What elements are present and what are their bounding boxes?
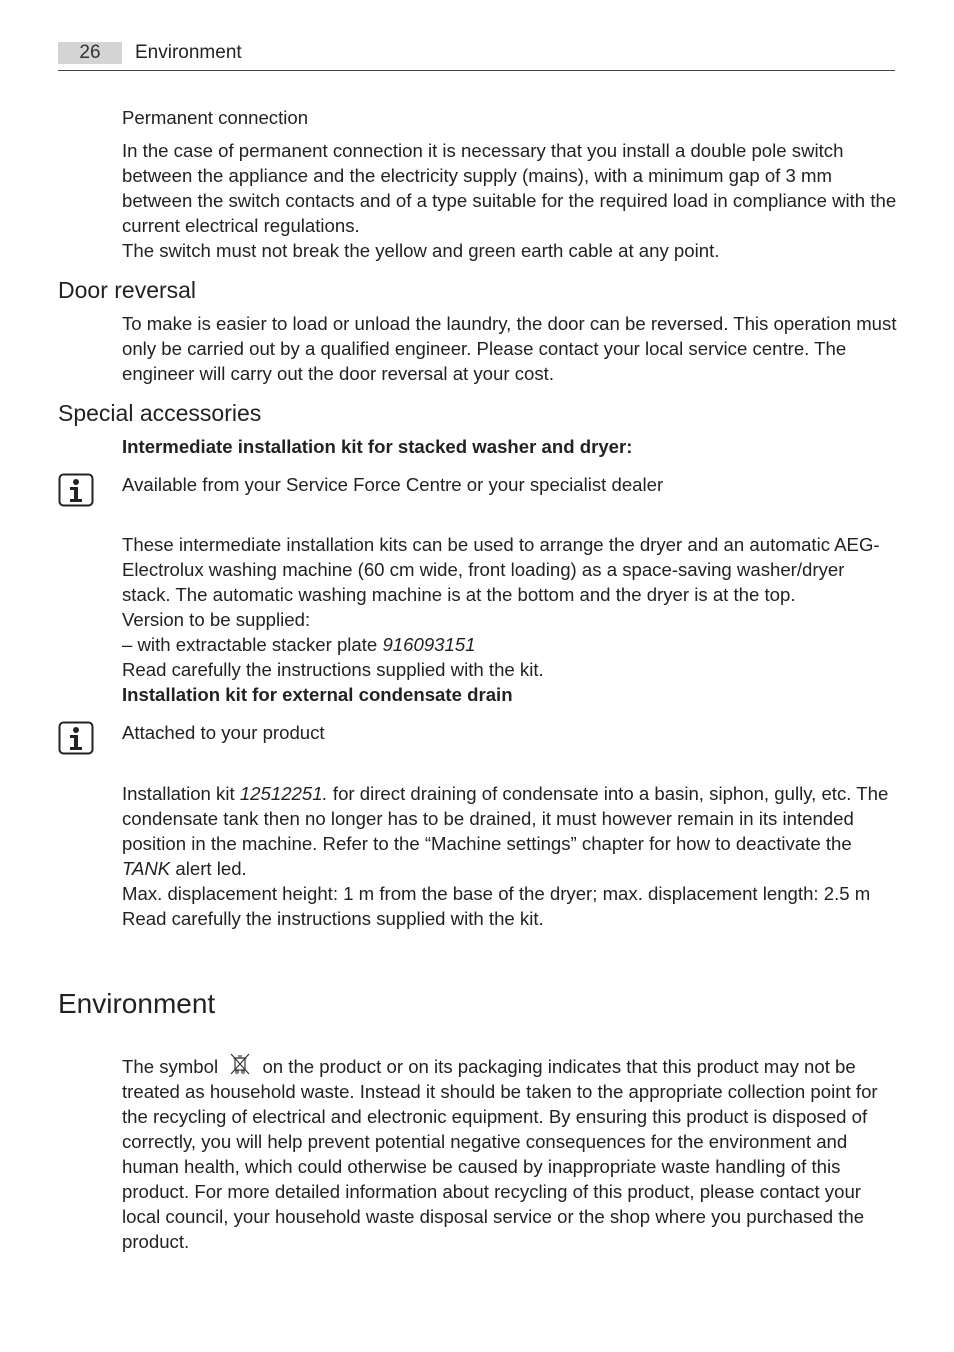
kit1-version: Version to be supplied:: [122, 609, 311, 630]
kit2-body: Installation kit 12512251. for direct draining of condensate into a basin, siphon, gully, etc. The condensate tank then no longer has to be drained, it must however remain in its intended position in the machine. Refer to the “Machine settings” chapter for how to deactivate the TANK alert led.: [122, 783, 889, 879]
environment-body: The symbol on the product or on its packaging indicates that this product may not be treated as household waste. Instead it should be taken to the appropriate collection point for the recycling of electrical and electronic equipment. By ensuring this product is disposed of correctly, you will help prevent potential negative consequences for the environment and human health, which could otherwise be caused by inappropriate waste handling of this product. For more detailed information about recycling of this product, please contact your local council, your household waste disposal service or the shop where you purchased the product.: [122, 1053, 897, 1254]
permanent-connection-body: In the case of permanent connection it is necessary that you install a double pole switch between the appliance and the electricity supply (mains), with a minimum gap of 3 mm between the switch contacts and of a type suitable for the required load in compliance with the current electrical regulations.: [122, 140, 897, 236]
door-reversal-body: To make is easier to load or unload the laundry, the door can be reversed. This operation must only be carried out by a qualified engineer. Please contact your local service centre. The engineer will carry out the door reversal at your cost.: [122, 313, 897, 384]
kit2-section: [122, 781, 897, 931]
kit1-item: – with extractable stacker plate 916093151: [122, 634, 476, 655]
kit1-section: [122, 532, 897, 707]
permanent-connection-section: [122, 138, 897, 263]
permanent-connection-body2: The switch must not break the yellow and green earth cable at any point.: [122, 240, 720, 261]
header-title: Environment: [135, 42, 242, 63]
kit1-read: Read carefully the instructions supplied with the kit.: [122, 659, 544, 680]
environment-heading: Environment: [58, 988, 216, 1019]
tank-label: TANK: [122, 858, 171, 879]
page-number: 26: [58, 42, 122, 64]
kit2-title: Installation kit for external condensate drain: [122, 684, 513, 705]
kit1-body: These intermediate installation kits can be used to arrange the dryer and an automatic AEG-Electrolux washing machine (60 cm wide, front loading) as a space-saving washer/dryer stack. The automatic washing machine is at the bottom and the dryer is at the top.: [122, 534, 880, 605]
kit1-note: Available from your Service Force Centre or your specialist dealer: [122, 474, 664, 495]
special-accessories-heading: Special accessories: [58, 400, 262, 426]
permanent-connection-subtitle: Permanent connection: [122, 107, 309, 128]
kit2-code: 12512251.: [239, 783, 328, 804]
info-icon: [58, 721, 94, 755]
kit2-max: Max. displacement height: 1 m from the base of the dryer; max. displacement length: 2.5 m: [122, 883, 871, 904]
kit1-item-code: 916093151: [382, 634, 476, 655]
kit1-title: Intermediate installation kit for stacked washer and dryer:: [122, 436, 633, 457]
crossed-bin-icon: [227, 1053, 253, 1075]
kit2-note: Attached to your product: [122, 722, 325, 743]
door-reversal-heading: Door reversal: [58, 277, 197, 303]
kit2-read: Read carefully the instructions supplied with the kit.: [122, 908, 544, 929]
page-header: [58, 40, 895, 71]
info-icon: [58, 473, 94, 507]
